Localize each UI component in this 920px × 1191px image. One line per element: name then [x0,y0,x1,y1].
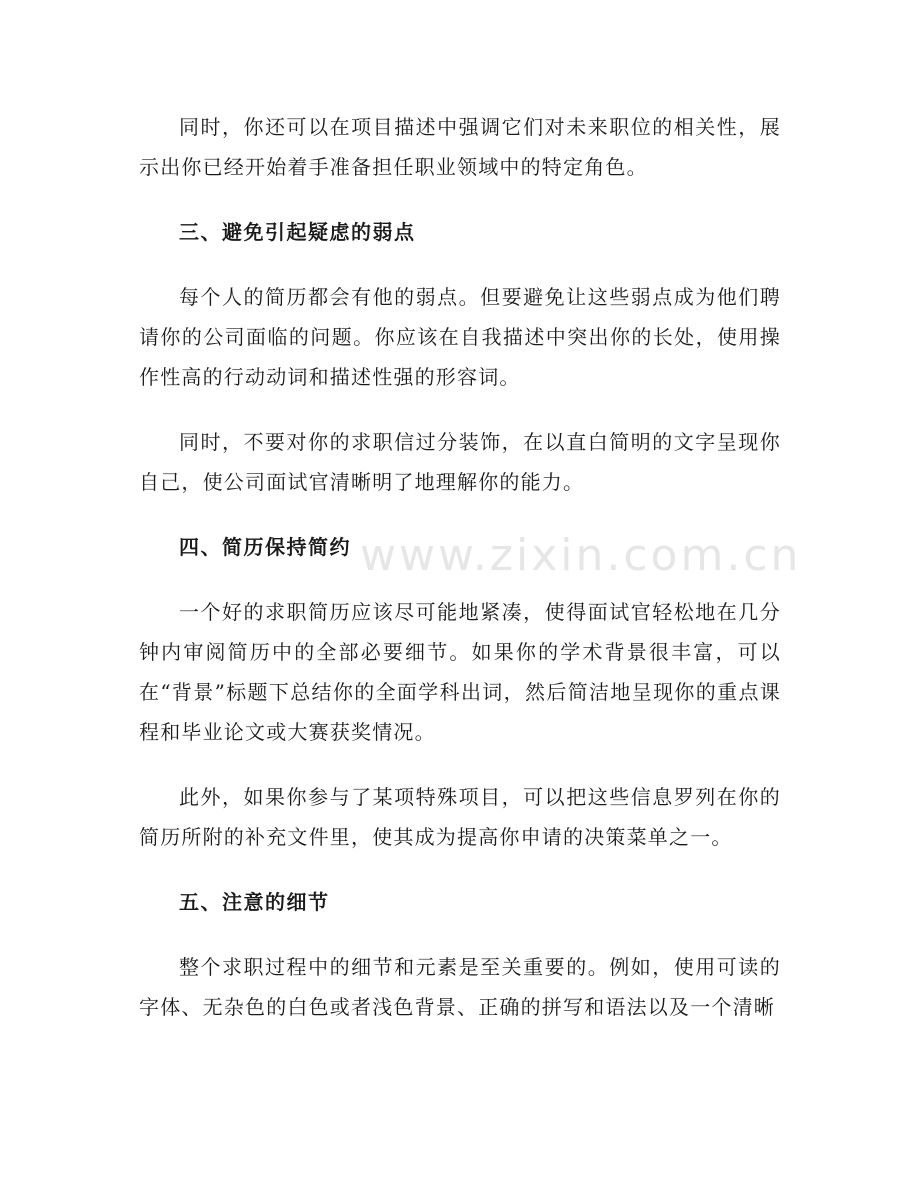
section-heading-weaknesses: 三、避免引起疑虑的弱点 [179,220,416,244]
paragraph-weaknesses: 每个人的简历都会有他的弱点。但要避免让这些弱点成为他们聘请你的公司面临的问题。你应该在自我描述中突出你的长处，使用操作性高的行动动词和描述性强的形容词。 [139,285,781,389]
paragraph-concise-resume: 一个好的求职简历应该尽可能地紧凑，使得面试官轻松地在几分钟内审阅简历中的全部必要细节。如果你的学术背景很丰富，可以在“背景”标题下总结你的全面学科出词，然后简洁地呈现你的重点课程和毕业论文或大赛获奖情况。 [139,600,781,744]
paragraph-supplementary: 此外，如果你参与了某项特殊项目，可以把这些信息罗列在你的简历所附的补充文件里，使其成为提高你申请的决策菜单之一。 [139,785,781,849]
paragraph-details: 整个求职过程中的细节和元素是至关重要的。例如，使用可读的字体、无杂色的白色或者浅色背景、正确的拼写和语法以及一个清晰 [139,955,781,1019]
section-heading-details: 五、注意的细节 [179,890,330,914]
paragraph-cover-letter: 同时，不要对你的求职信过分装饰，在以直白简明的文字呈现你自己，使公司面试官清晰明了地理解你的能力。 [139,430,781,494]
watermark: www.zixin.com.cn [360,530,802,581]
paragraph-project-relevance: 同时，你还可以在项目描述中强调它们对未来职位的相关性，展示出你已经开始着手准备担任职业领域中的特定角色。 [139,115,781,179]
section-heading-concise: 四、简历保持简约 [179,535,351,559]
document-body [139,107,781,1052]
